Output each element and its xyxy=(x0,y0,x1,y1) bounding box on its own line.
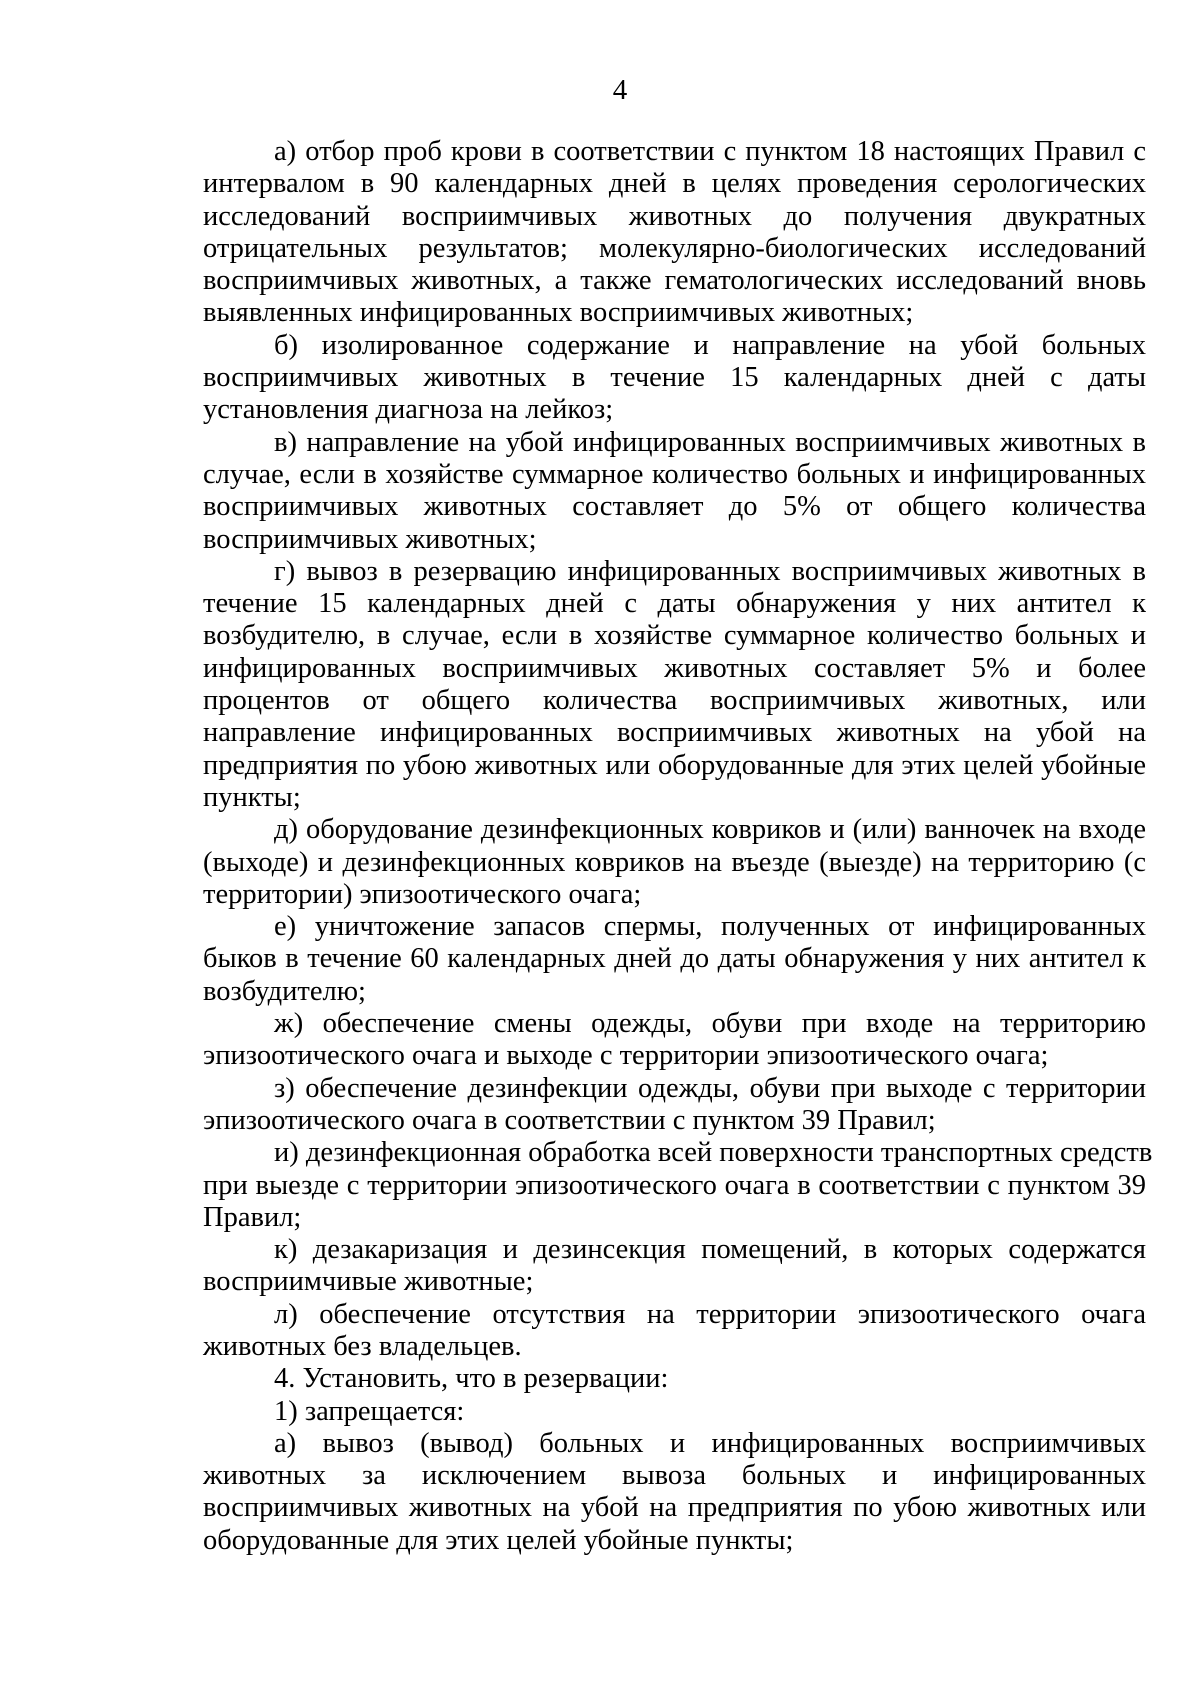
text-line: б) изолированное содержание и направление на убой больных xyxy=(274,329,1146,361)
text-line: эпизоотического очага и выходе с территории эпизоотического очага; xyxy=(203,1040,1049,1072)
text-line: ж) обеспечение смены одежды, обуви при входе на территорию xyxy=(274,1008,1146,1040)
text-line: интервалом в 90 календарных дней в целях проведения серологических xyxy=(203,168,1146,200)
text-line: з) обеспечение дезинфекции одежды, обуви при выходе с территории xyxy=(274,1072,1146,1104)
text-line: возбудителю, в случае, если в хозяйстве суммарное количество больных и xyxy=(203,620,1146,652)
text-line: к) дезакаризация и дезинсекция помещений, в которых содержатся xyxy=(274,1234,1146,1266)
text-line: животных без владельцев. xyxy=(203,1330,522,1362)
paragraph-p4-1-prohibited xyxy=(203,1396,1146,1428)
paragraph-d-mats xyxy=(203,814,1146,911)
text-line: восприимчивых животных на убой на предприятия по убою животных или xyxy=(203,1492,1146,1524)
text-line: д) оборудование дезинфекционных ковриков и (или) ванночек на входе xyxy=(274,814,1146,846)
text-line: случае, если в хозяйстве суммарное количество больных и инфицированных xyxy=(203,458,1146,490)
text-line: Правил; xyxy=(203,1201,302,1233)
paragraph-zh-clothes xyxy=(203,1008,1146,1073)
paragraph-v-slaughter xyxy=(203,427,1146,556)
paragraph-i-vehicles xyxy=(203,1137,1153,1234)
text-line: пункты; xyxy=(203,781,301,813)
text-line: восприимчивых животных; xyxy=(203,523,537,555)
text-line: в) направление на убой инфицированных восприимчивых животных в xyxy=(274,426,1146,458)
paragraph-p4-establish xyxy=(203,1363,1146,1395)
text-line: течение 15 календарных дней с даты обнаружения у них антител к xyxy=(203,588,1146,620)
text-line: л) обеспечение отсутствия на территории эпизоотического очага xyxy=(274,1298,1146,1330)
text-line: и) дезинфекционная обработка всей поверхности транспортных средств xyxy=(274,1137,1153,1169)
document-body xyxy=(203,136,1153,1557)
text-line: эпизоотического очага в соответствии с пунктом 39 Правил; xyxy=(203,1104,936,1136)
text-line: оборудованные для этих целей убойные пункты; xyxy=(203,1524,794,1556)
text-line: отрицательных результатов; молекулярно-биологических исследований xyxy=(203,232,1146,264)
page-number: 4 xyxy=(612,74,628,106)
paragraph-z-disinfection xyxy=(203,1073,1146,1138)
text-line: а) вывоз (вывод) больных и инфицированных восприимчивых xyxy=(274,1427,1146,1459)
text-line: восприимчивых животных, а также гематологических исследований вновь xyxy=(203,265,1146,297)
text-line: е) уничтожение запасов спермы, полученных от инфицированных xyxy=(274,911,1146,943)
text-line: а) отбор проб крови в соответствии с пунктом 18 настоящих Правил с xyxy=(274,136,1146,167)
text-line: 4. Установить, что в резервации: xyxy=(274,1363,669,1395)
text-line: процентов от общего количества восприимчивых животных, или xyxy=(203,685,1146,717)
text-line: восприимчивые животные; xyxy=(203,1266,534,1298)
text-line: выявленных инфицированных восприимчивых животных; xyxy=(203,297,914,329)
paragraph-a-blood xyxy=(203,136,1146,330)
paragraph-l-stray xyxy=(203,1299,1146,1364)
paragraph-b-isolation xyxy=(203,330,1146,427)
text-line: исследований восприимчивых животных до получения двукратных xyxy=(203,200,1146,232)
text-line: 1) запрещается: xyxy=(274,1395,465,1427)
text-line: (выходе) и дезинфекционных ковриков на въезде (выезде) на территорию (с xyxy=(203,846,1146,878)
text-line: восприимчивых животных в течение 15 календарных дней с даты xyxy=(203,362,1146,394)
text-line: г) вывоз в резервацию инфицированных восприимчивых животных в xyxy=(274,555,1146,587)
text-line: при выезде с территории эпизоотического очага в соответствии с пунктом 39 xyxy=(203,1169,1146,1201)
text-line: восприимчивых животных составляет до 5% от общего количества xyxy=(203,491,1146,523)
text-line: животных за исключением вывоза больных и инфицированных xyxy=(203,1460,1146,1492)
text-line: быков в течение 60 календарных дней до даты обнаружения у них антител к xyxy=(203,943,1146,975)
text-line: инфицированных восприимчивых животных составляет 5% и более xyxy=(203,652,1146,684)
text-line: предприятия по убою животных или оборудованные для этих целей убойные xyxy=(203,749,1146,781)
text-line: направление инфицированных восприимчивых животных на убой на xyxy=(203,717,1146,749)
text-line: установления диагноза на лейкоз; xyxy=(203,394,614,426)
text-line: возбудителю; xyxy=(203,975,366,1007)
paragraph-e-sperm xyxy=(203,911,1146,1008)
paragraph-g-reservation xyxy=(203,556,1146,814)
paragraph-k-premises xyxy=(203,1234,1146,1299)
paragraph-p4-1-a-export xyxy=(203,1428,1146,1557)
text-line: территории) эпизоотического очага; xyxy=(203,878,642,910)
